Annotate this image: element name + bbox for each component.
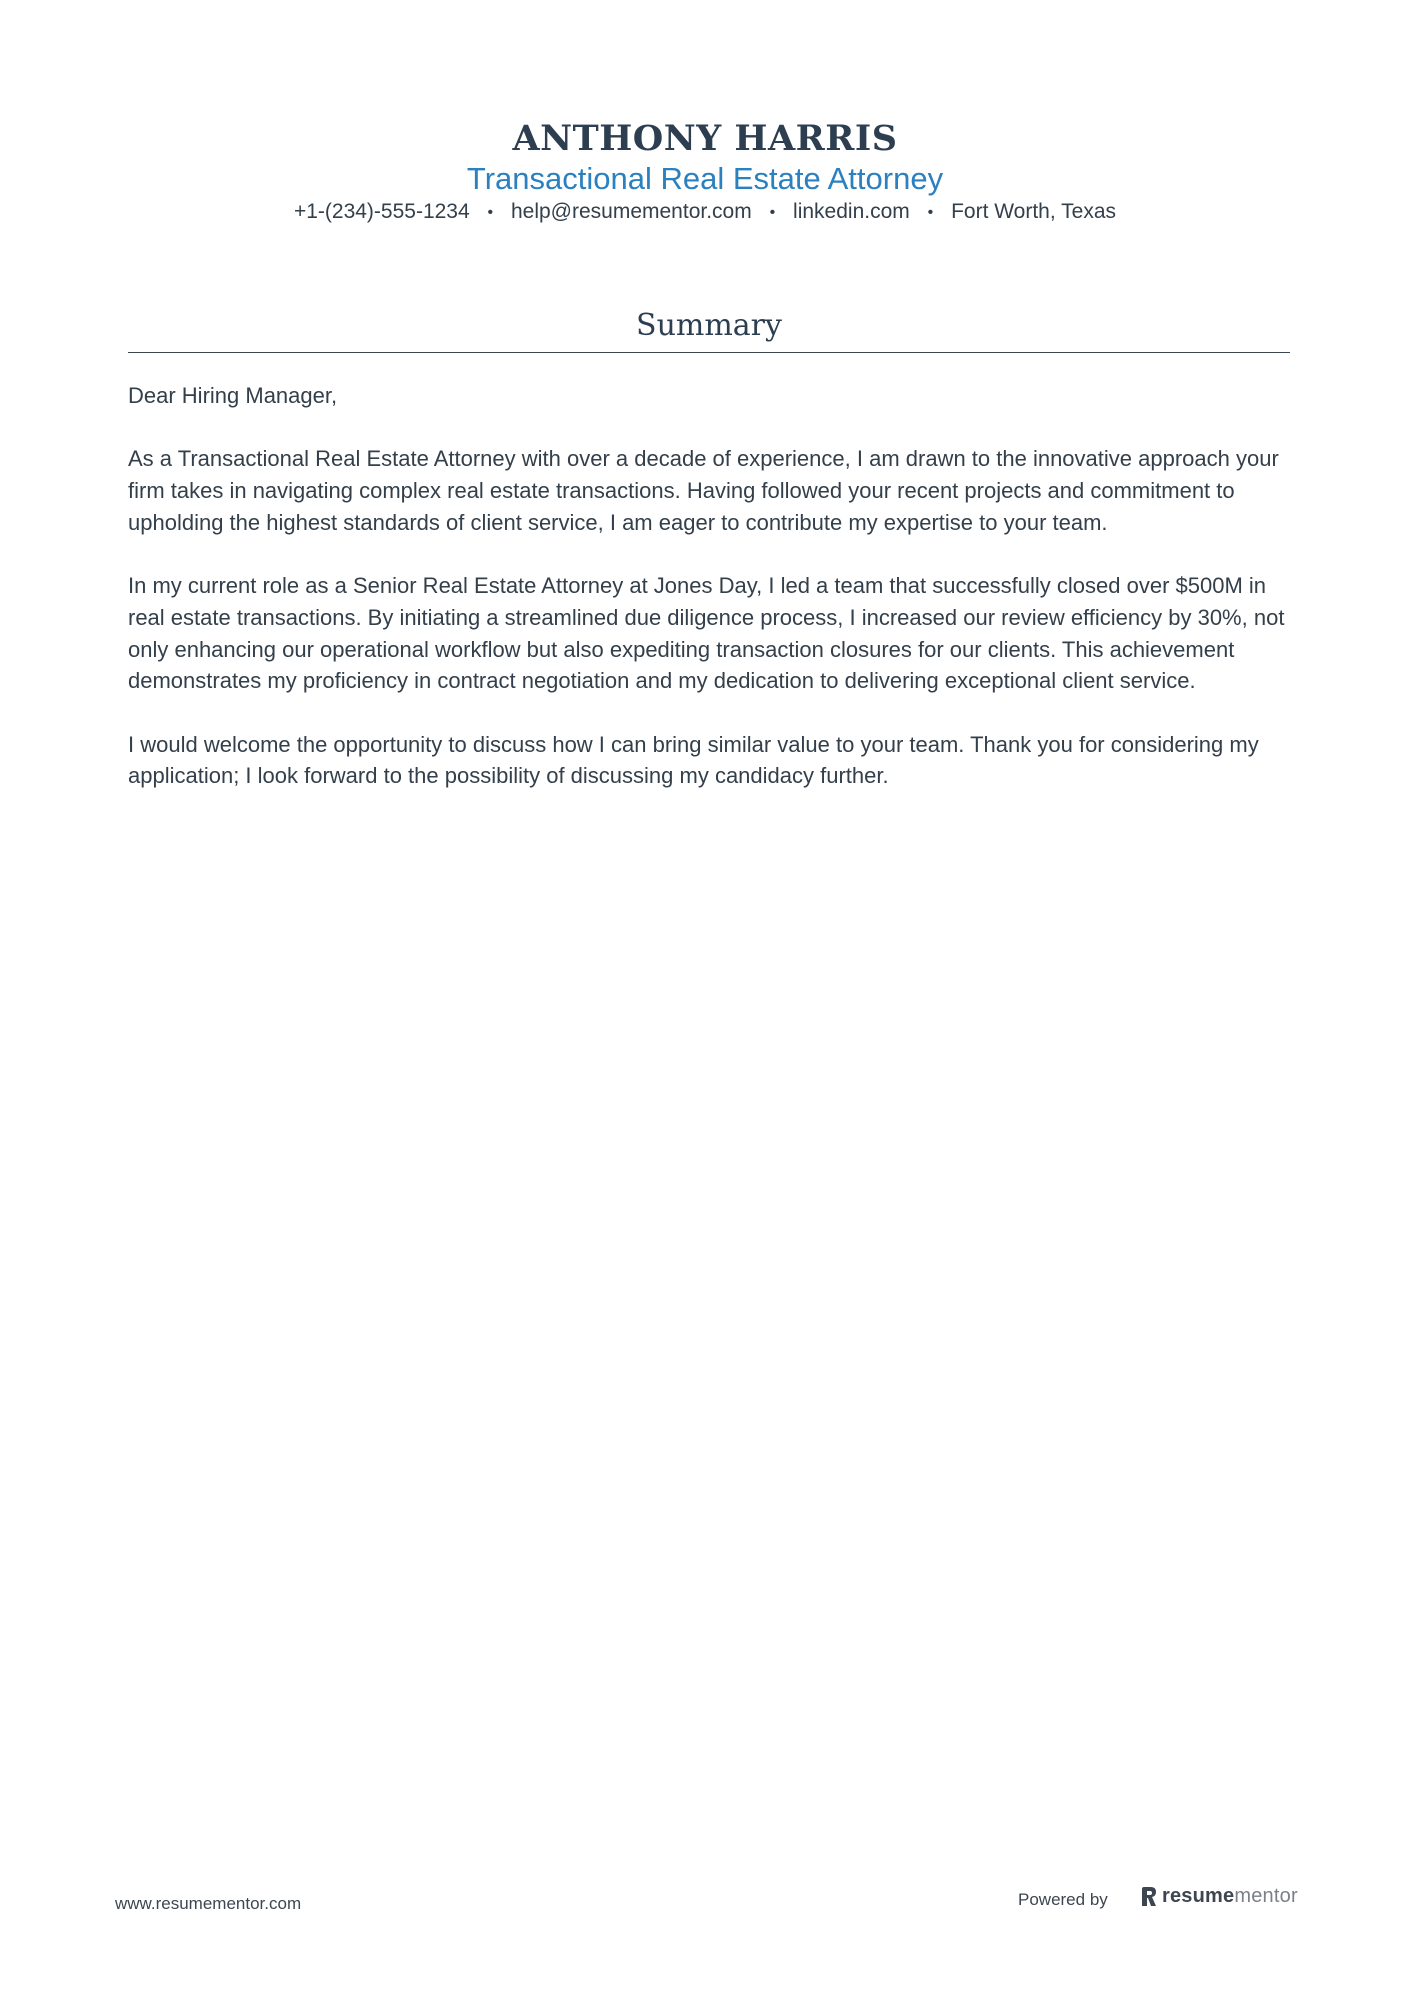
letter-greeting: Dear Hiring Manager, [128,383,338,408]
letter-body [128,380,1290,824]
contact-phone: +1-(234)-555-1234 [293,200,470,223]
section-heading-summary: Summary [636,308,782,343]
contact-email[interactable]: help@resumementor.com [510,200,752,223]
letter-paragraph: I would welcome the opportunity to discuss how I can bring similar value to your team. Thank you for considering my application; I look forward to the possibility of discussing my candidacy further. [128,731,1259,789]
candidate-name: ANTHONY HARRIS [512,118,898,159]
letter-paragraph: In my current role as a Senior Real Estate Attorney at Jones Day, I led a team that successfully closed over $500M in real estate transactions. By initiating a streamlined due diligence process, I increased our review efficiency by 30%, not only enhancing our operational workflow but also expediting transaction closures for our clients. This achievement demonstrates my proficiency in contract negotiation and my dedication to delivering exceptional client service. [128,573,1285,694]
logo-wordmark [1162,1885,1298,1908]
logo-wordmark-light: mentor [1234,1885,1298,1907]
contact-linkedin[interactable]: linkedin.com [793,200,910,223]
logo-wordmark-bold: resume [1162,1885,1235,1907]
resumementor-logo[interactable] [1140,1885,1298,1908]
footer-powered-by: Powered by [1018,1890,1108,1909]
letter-header [0,118,1410,227]
resumementor-logo-icon [1140,1886,1158,1908]
footer-website-link[interactable]: www.resumementor.com [115,1894,302,1913]
section-divider [128,352,1290,353]
separator-bullet: • [769,204,776,221]
contact-line [0,198,1410,227]
contact-location: Fort Worth, Texas [951,200,1117,223]
letter-paragraph: As a Transactional Real Estate Attorney with over a decade of experience, I am drawn to the innovative approach your firm takes in navigating complex real estate transactions. Having followed your recent projects and commitment to upholding the highest standards of client service, I am eager to contribute my expertise to your team. [128,446,1279,535]
candidate-title: Transactional Real Estate Attorney [466,161,944,196]
separator-bullet: • [487,204,494,221]
separator-bullet: • [927,204,934,221]
